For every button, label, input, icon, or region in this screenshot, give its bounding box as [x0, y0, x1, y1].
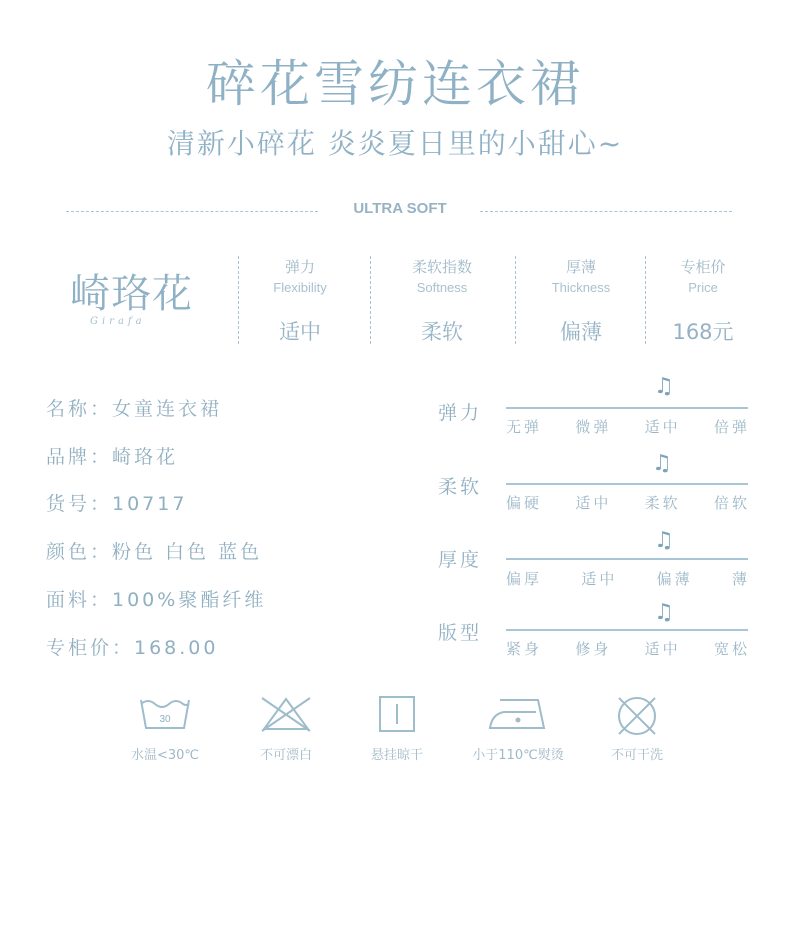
divider-right — [480, 211, 732, 212]
scale-option: 紧身 — [506, 640, 543, 658]
care-iron — [456, 694, 580, 763]
scale-option: 适中 — [575, 494, 612, 512]
spec-cn-label: 柔软指数 — [411, 258, 472, 276]
music-note-icon: ♫ — [654, 600, 674, 625]
scale-options — [506, 492, 750, 513]
scale-option: 薄 — [731, 570, 750, 588]
scale-option: 偏薄 — [656, 570, 693, 588]
scale-label: 版型 — [438, 622, 483, 644]
spec-value: 偏薄 — [560, 320, 602, 344]
scale-option: 倍弹 — [713, 418, 750, 436]
page-title: 碎花雪纺连衣裙 — [206, 55, 584, 113]
spec-en-label: Thickness — [551, 280, 611, 295]
info-brand: 品牌：崎珞花 — [46, 446, 179, 468]
spec-flexibility — [240, 256, 360, 346]
spec-en-label: Price — [688, 280, 718, 295]
spec-divider — [515, 256, 516, 344]
iron-low-icon — [486, 694, 550, 734]
divider-label: ULTRA SOFT — [353, 200, 447, 217]
spec-en-label: Flexibility — [273, 280, 327, 295]
scale-option: 微弹 — [575, 418, 612, 436]
spec-softness — [372, 256, 512, 346]
hang-dry-icon — [369, 694, 425, 734]
spec-cn-label: 专柜价 — [680, 258, 726, 276]
info-name: 名称：女童连衣裙 — [46, 398, 223, 420]
wash-30-icon — [137, 694, 193, 734]
divider-left — [66, 211, 318, 212]
spec-divider — [238, 256, 239, 344]
care-wash — [105, 694, 225, 763]
spec-cn-label: 厚薄 — [565, 258, 596, 276]
scale-option: 倍软 — [713, 494, 750, 512]
care-label: 不可漂白 — [259, 748, 312, 763]
svg-text:30: 30 — [159, 714, 171, 725]
scale-option: 适中 — [644, 418, 681, 436]
scale-track — [506, 558, 748, 560]
spec-divider — [645, 256, 646, 344]
no-dry-clean-icon — [609, 694, 665, 738]
care-hang-dry — [337, 694, 457, 763]
brand-logo: 崎珞花 — [70, 271, 193, 317]
spec-price — [647, 256, 759, 346]
page-subtitle: 清新小碎花 炎炎夏日里的小甜心~ — [166, 127, 624, 160]
care-label: 小于110℃熨烫 — [472, 748, 564, 763]
scale-option: 适中 — [581, 570, 618, 588]
info-item-number: 货号：10717 — [46, 493, 188, 515]
spec-value: 168元 — [672, 320, 734, 344]
scale-label: 柔软 — [438, 476, 483, 498]
spec-divider — [370, 256, 371, 344]
scale-track — [506, 629, 748, 631]
scale-options — [506, 416, 750, 437]
scale-options — [506, 568, 750, 589]
scale-options — [506, 638, 750, 659]
info-colors: 颜色：粉色 白色 蓝色 — [46, 541, 263, 563]
scale-track — [506, 483, 748, 485]
info-price: 专柜价：168.00 — [46, 637, 219, 659]
care-label: 悬挂晾干 — [370, 748, 423, 763]
music-note-icon: ♫ — [654, 528, 674, 553]
scale-label: 厚度 — [438, 549, 483, 571]
scale-option: 柔软 — [644, 494, 681, 512]
brand-logo-subtext: Girafa — [90, 316, 146, 327]
spec-cn-label: 弹力 — [284, 258, 315, 276]
scale-label: 弹力 — [438, 402, 483, 424]
scale-option: 偏硬 — [506, 494, 543, 512]
scale-option: 适中 — [644, 640, 681, 658]
scale-option: 修身 — [575, 640, 612, 658]
care-label: 水温<30℃ — [130, 748, 200, 763]
spec-value: 适中 — [279, 320, 321, 344]
no-bleach-icon — [258, 694, 314, 734]
scale-option: 偏厚 — [506, 570, 543, 588]
scale-track — [506, 407, 748, 409]
care-no-dry-clean — [577, 694, 697, 763]
spec-thickness — [517, 256, 645, 346]
info-fabric: 面料：100%聚酯纤维 — [46, 589, 267, 611]
music-note-icon: ♫ — [652, 451, 672, 476]
scale-option: 宽松 — [713, 640, 750, 658]
care-no-bleach — [226, 694, 346, 763]
scale-option: 无弹 — [506, 418, 543, 436]
care-label: 不可干洗 — [610, 748, 663, 763]
music-note-icon: ♫ — [654, 374, 674, 399]
spec-value: 柔软 — [421, 320, 463, 344]
spec-en-label: Softness — [416, 280, 468, 295]
